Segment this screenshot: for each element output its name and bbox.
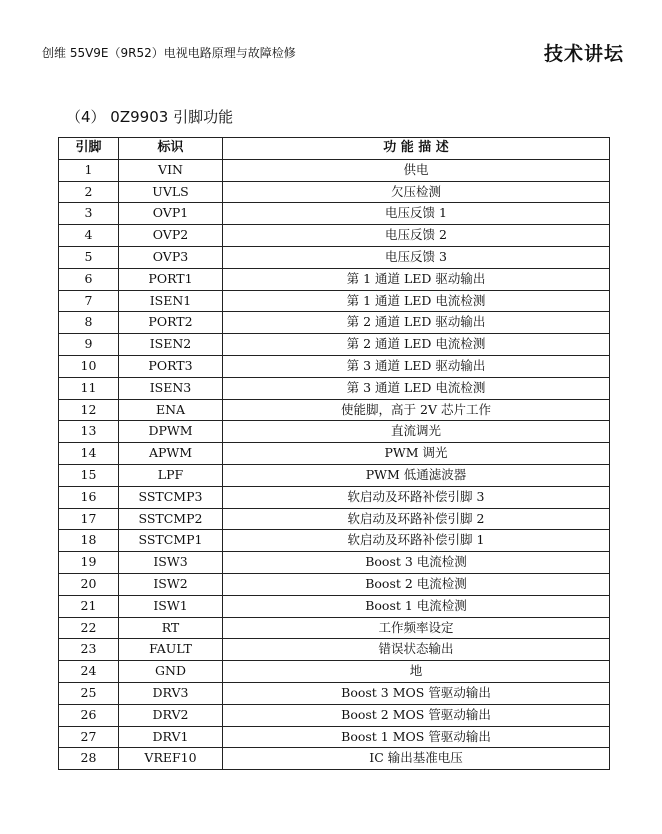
pin-label: OVP3 <box>119 246 223 268</box>
pin-label: GND <box>119 661 223 683</box>
pin-number: 21 <box>59 595 119 617</box>
pin-function: PWM 低通滤波器 <box>223 464 610 486</box>
header-function: 功 能 描 述 <box>223 138 610 160</box>
table-row <box>59 421 610 443</box>
pin-label: OVP1 <box>119 203 223 225</box>
pin-number: 25 <box>59 682 119 704</box>
table-row <box>59 312 610 334</box>
pin-number: 7 <box>59 290 119 312</box>
pin-label: SSTCMP2 <box>119 508 223 530</box>
pin-function: Boost 2 MOS 管驱动输出 <box>223 704 610 726</box>
pin-number: 20 <box>59 573 119 595</box>
pin-number: 2 <box>59 181 119 203</box>
pin-function: 直流调光 <box>223 421 610 443</box>
pin-label: ISEN3 <box>119 377 223 399</box>
pin-label: SSTCMP3 <box>119 486 223 508</box>
pin-number: 1 <box>59 159 119 181</box>
pin-function: 软启动及环路补偿引脚 1 <box>223 530 610 552</box>
pin-number: 15 <box>59 464 119 486</box>
table-row <box>59 508 610 530</box>
pin-label: PORT3 <box>119 355 223 377</box>
pin-function: 第 3 通道 LED 驱动输出 <box>223 355 610 377</box>
pin-function: Boost 3 MOS 管驱动输出 <box>223 682 610 704</box>
running-header-title: 创维 55V9E（9R52）电视电路原理与故障检修 <box>42 46 296 60</box>
table-row <box>59 552 610 574</box>
table-row <box>59 682 610 704</box>
pin-label: FAULT <box>119 639 223 661</box>
pin-number: 8 <box>59 312 119 334</box>
pin-function: 第 1 通道 LED 驱动输出 <box>223 268 610 290</box>
pin-function-table <box>58 137 610 770</box>
pin-function: Boost 1 电流检测 <box>223 595 610 617</box>
column-name: 技术讲坛 <box>543 43 624 65</box>
table-row <box>59 617 610 639</box>
pin-number: 22 <box>59 617 119 639</box>
table-row <box>59 661 610 683</box>
table-row <box>59 334 610 356</box>
pin-number: 13 <box>59 421 119 443</box>
pin-label: DRV3 <box>119 682 223 704</box>
pin-function: 电压反馈 1 <box>223 203 610 225</box>
table-header-row <box>59 138 610 160</box>
pin-function: 电压反馈 3 <box>223 246 610 268</box>
pin-function: 错误状态输出 <box>223 639 610 661</box>
table-row <box>59 159 610 181</box>
pin-function: 地 <box>223 661 610 683</box>
table-row <box>59 573 610 595</box>
table-row <box>59 530 610 552</box>
pin-number: 24 <box>59 661 119 683</box>
pin-number: 17 <box>59 508 119 530</box>
table-row <box>59 290 610 312</box>
pin-label: DRV1 <box>119 726 223 748</box>
pin-function: 第 1 通道 LED 电流检测 <box>223 290 610 312</box>
table-row <box>59 748 610 770</box>
pin-function: 软启动及环路补偿引脚 2 <box>223 508 610 530</box>
pin-label: LPF <box>119 464 223 486</box>
pin-number: 16 <box>59 486 119 508</box>
table-row <box>59 726 610 748</box>
pin-label: ISEN2 <box>119 334 223 356</box>
pin-function: 使能脚，高于 2V 芯片工作 <box>223 399 610 421</box>
pin-label: VREF10 <box>119 748 223 770</box>
pin-label: PORT2 <box>119 312 223 334</box>
header-label: 标识 <box>119 138 223 160</box>
table-body <box>59 159 610 769</box>
table-row <box>59 595 610 617</box>
pin-function: 第 3 通道 LED 电流检测 <box>223 377 610 399</box>
pin-label: APWM <box>119 443 223 465</box>
pin-number: 3 <box>59 203 119 225</box>
table-row <box>59 181 610 203</box>
table-row <box>59 246 610 268</box>
pin-label: PORT1 <box>119 268 223 290</box>
pin-function: 供电 <box>223 159 610 181</box>
pin-label: DRV2 <box>119 704 223 726</box>
pin-label: ISW2 <box>119 573 223 595</box>
pin-number: 27 <box>59 726 119 748</box>
pin-label: ENA <box>119 399 223 421</box>
pin-function: IC 输出基准电压 <box>223 748 610 770</box>
pin-function: Boost 1 MOS 管驱动输出 <box>223 726 610 748</box>
table-row <box>59 377 610 399</box>
section-title: （4） 0Z9903 引脚功能 <box>66 108 234 126</box>
pin-number: 4 <box>59 225 119 247</box>
table-row <box>59 639 610 661</box>
pin-number: 28 <box>59 748 119 770</box>
pin-function: 软启动及环路补偿引脚 3 <box>223 486 610 508</box>
pin-label: UVLS <box>119 181 223 203</box>
pin-function: Boost 2 电流检测 <box>223 573 610 595</box>
header-pin: 引脚 <box>59 138 119 160</box>
table-row <box>59 486 610 508</box>
table-row <box>59 399 610 421</box>
pin-label: ISW3 <box>119 552 223 574</box>
pin-function: 工作频率设定 <box>223 617 610 639</box>
table-row <box>59 203 610 225</box>
pin-number: 9 <box>59 334 119 356</box>
pin-number: 5 <box>59 246 119 268</box>
pin-number: 26 <box>59 704 119 726</box>
pin-label: VIN <box>119 159 223 181</box>
table-row <box>59 225 610 247</box>
pin-number: 11 <box>59 377 119 399</box>
pin-label: DPWM <box>119 421 223 443</box>
table-row <box>59 704 610 726</box>
pin-number: 6 <box>59 268 119 290</box>
pin-function: 欠压检测 <box>223 181 610 203</box>
pin-number: 10 <box>59 355 119 377</box>
table-row <box>59 443 610 465</box>
pin-label: ISEN1 <box>119 290 223 312</box>
pin-number: 14 <box>59 443 119 465</box>
pin-label: OVP2 <box>119 225 223 247</box>
table-row <box>59 355 610 377</box>
pin-function: PWM 调光 <box>223 443 610 465</box>
pin-function: Boost 3 电流检测 <box>223 552 610 574</box>
pin-label: SSTCMP1 <box>119 530 223 552</box>
pin-number: 18 <box>59 530 119 552</box>
pin-number: 12 <box>59 399 119 421</box>
pin-label: ISW1 <box>119 595 223 617</box>
table-row <box>59 464 610 486</box>
pin-number: 19 <box>59 552 119 574</box>
pin-number: 23 <box>59 639 119 661</box>
table-row <box>59 268 610 290</box>
pin-function: 第 2 通道 LED 电流检测 <box>223 334 610 356</box>
pin-function: 第 2 通道 LED 驱动输出 <box>223 312 610 334</box>
pin-label: RT <box>119 617 223 639</box>
pin-function: 电压反馈 2 <box>223 225 610 247</box>
